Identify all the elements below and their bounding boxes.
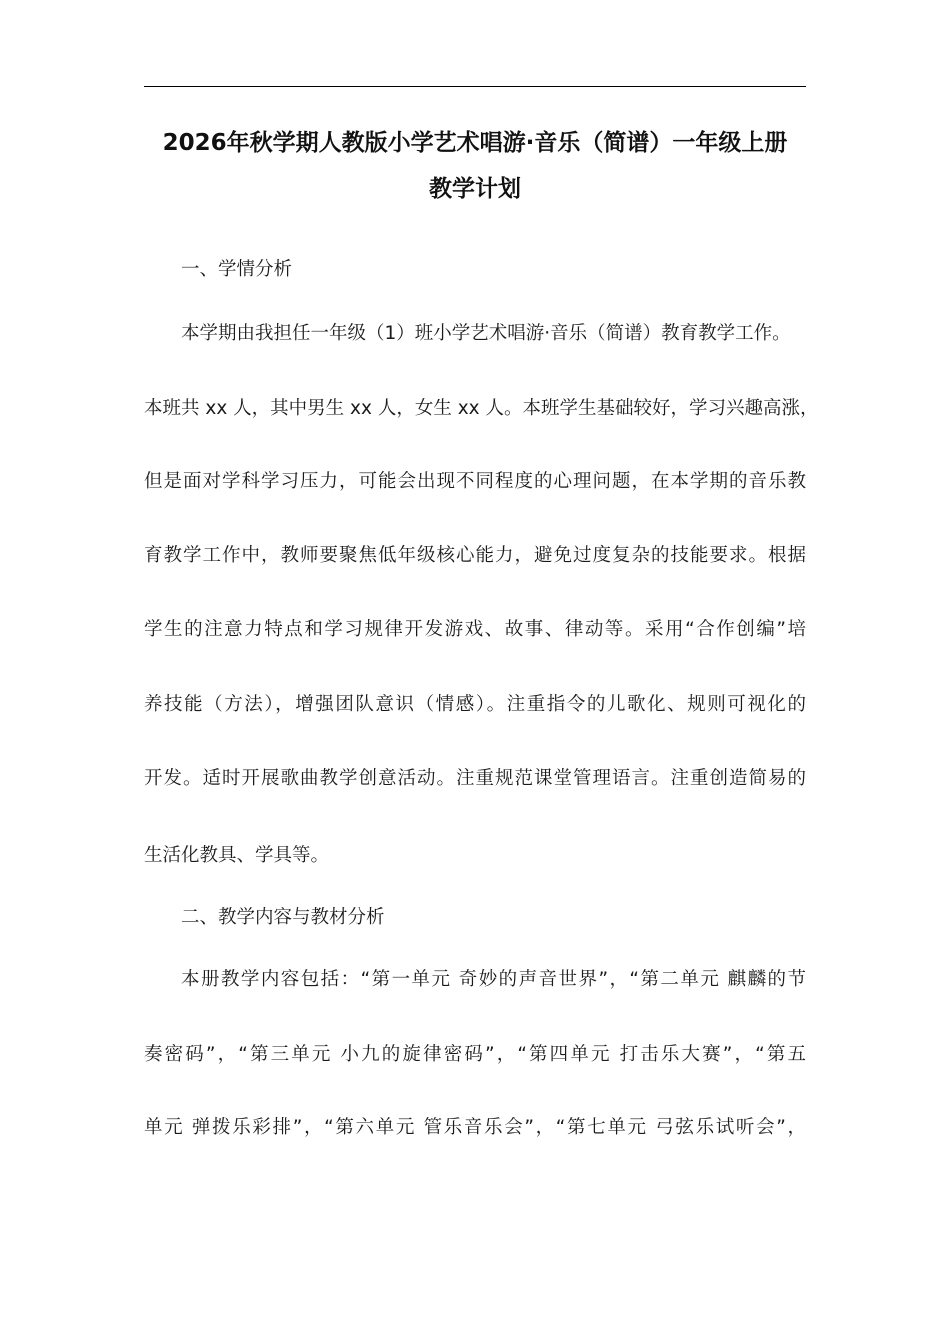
paragraph-line: 本班共 xx 人，其中男生 xx 人，女生 xx 人。本班学生基础较好，学习兴趣高涨， bbox=[144, 398, 819, 419]
paragraph-line: 本册教学内容包括：“第一单元 奇妙的声音世界”，“第二单元 麒麟的节 bbox=[181, 969, 806, 990]
paragraph-line: 奏密码”，“第三单元 小九的旋律密码”，“第四单元 打击乐大赛”，“第五 bbox=[144, 1044, 806, 1065]
title-line-2: 教学计划 bbox=[429, 176, 521, 202]
paragraph-line: 学生的注意力特点和学习规律开发游戏、故事、律动等。采用“合作创编”培 bbox=[144, 619, 806, 640]
section-heading-1: 一、学情分析 bbox=[181, 259, 293, 280]
paragraph-line: 生活化教具、学具等。 bbox=[144, 845, 330, 866]
paragraph-line: 单元 弹拨乐彩排”，“第六单元 管乐音乐会”，“第七单元 弓弦乐试听会”， bbox=[144, 1117, 806, 1138]
paragraph-line: 养技能（方法），增强团队意识（情感）。注重指令的儿歌化、规则可视化的 bbox=[144, 694, 806, 715]
paragraph-line: 开发。适时开展歌曲教学创意活动。注重规范课堂管理语言。注重创造简易的 bbox=[144, 768, 806, 789]
title-line-1: 2026年秋学期人教版小学艺术唱游·音乐（简谱）一年级上册 bbox=[162, 130, 788, 156]
paragraph-line: 育教学工作中，教师要聚焦低年级核心能力，避免过度复杂的技能要求。根据 bbox=[144, 545, 806, 566]
document-title bbox=[144, 120, 806, 212]
section-heading-2: 二、教学内容与教材分析 bbox=[181, 907, 385, 928]
paragraph-line: 本学期由我担任一年级（1）班小学艺术唱游·音乐（简谱）教育教学工作。 bbox=[181, 323, 791, 344]
paragraph-line: 但是面对学科学习压力，可能会出现不同程度的心理问题，在本学期的音乐教 bbox=[144, 471, 806, 492]
header-rule bbox=[144, 86, 806, 87]
